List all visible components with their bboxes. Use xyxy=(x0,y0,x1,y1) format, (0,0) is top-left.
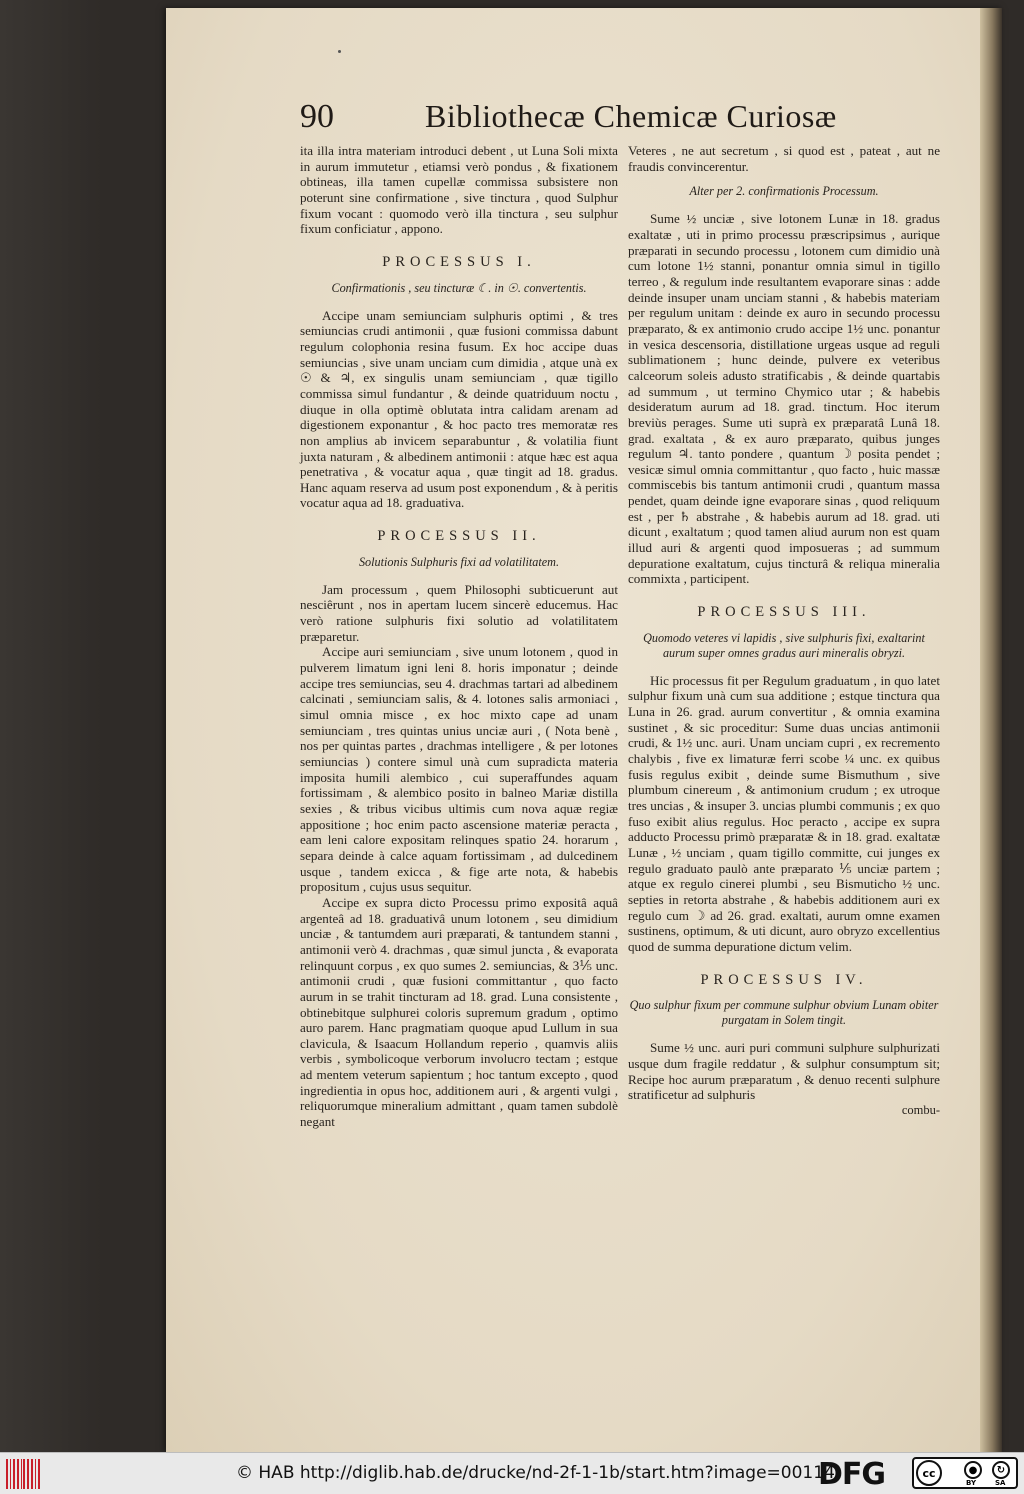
viewer-footer xyxy=(0,1452,1024,1494)
left-column xyxy=(300,143,618,1130)
intro-paragraph: ita illa intra materiam introduci debent , ut Luna Soli mixta in aurum immutetur , etiamsi verò pondus , & fixationem obtineas, illa tamen cupellæ commissa subsistere non poterunt sine confirmatione , sive tinctura , quod Sulphur fixum vocant : quomodo verò illa tinctura , seu sulphur fixum conficiatur , appono. xyxy=(300,143,618,237)
license-sa-label: SA xyxy=(995,1479,1006,1487)
processus-3-heading: PROCESSUS III. xyxy=(697,604,871,621)
attribution-link[interactable]: © HAB http://diglib.hab.de/drucke/nd-2f-1-1b/start.htm?image=00114 xyxy=(236,1463,835,1483)
page-number: 90 xyxy=(300,98,334,135)
alter-text: Sume ½ unciæ , sive lotonem Lunæ in 18. gradus exaltatæ , uti in primo processu præscripsimus , aurique præparati in secundo processu , lotonem cum dimidio unà cum lotone 1½ stanni, ponantur omnia simul in tigillo terreo , & regulum inde resultantem evaporare sinas : adde deinde insuper unam unciam stanni , & habebis materiam per regulum unitam : deinde ex auro in secundo processu præparato, & ex antimonio crudo accipe 1½ unc. ponantur in vesica descensoria, distillatione urgeas usque ad reguli sublimationem ; hunc deinde, pulvere ex veteribus calceorum soleis adusto stratificabis , & deinde quartabis ad summum , ut termino Chymico utar ; & habebis desideratum aurum ad 18. grad. tinctum. Hoc iterum breviùs perages. Sume uti suprà ex præparatâ Lunâ 18. grad. exaltata , & ex auro præparato, quibus junges regulum ♃. tanto pondere , quantum ☽ posita pendet ; vesicæ simul omnia committantur , quo facto , huic massæ commiscebis bis tantum antimonii crudi , quantum massa pendet, quam deinde igne evaporare sinas , quod reliquum est , per ♄ abstrahe , & habebis aurum ad 18. grad. uti dicunt , exaltatum ; quod tamen aliud aurum non est quam illud auri & argenti quod imposueras ; ad summum depuratione exaltatum, cujus tincturâ & reliqua mineralia commixta , participent. xyxy=(628,211,940,587)
right-column xyxy=(628,143,940,1118)
catchword: combu- xyxy=(901,1102,940,1117)
share-alike-icon: ↻ xyxy=(992,1461,1010,1479)
book-title: Bibliothecæ Chemicæ Curiosæ xyxy=(425,98,837,134)
creative-commons-icon: cc xyxy=(916,1460,942,1486)
cc-license-badge[interactable] xyxy=(912,1457,1018,1489)
processus-2-heading: PROCESSUS II. xyxy=(377,528,541,545)
license-by-label: BY xyxy=(966,1479,977,1487)
running-head xyxy=(300,98,950,142)
ink-fleck xyxy=(338,50,341,53)
processus-2-paragraph-3: Accipe ex supra dicto Processu primo expositâ aquâ argenteâ ad 18. graduativâ unum lotonem , seu dimidium unciæ , & tantumdem auri præparati, & tantundem stanni , antimonii verò 4. drachmas , quæ simul juncta , & evaporata relinquunt corpus , ex quo sumes 2. semiuncias, & 3⅕ unc. antimonii crudi , quæ fusioni committantur , quo facto aurum in se trahit tincturam ad 18. grad. Luna consistente , obtinebitque sulphurei coloris supremum gradum , optimo auro parem. Hanc pragmatiam quoque apud Lullum in sua clavicula, & Isaacum Hollandum reperio , quamvis aliis verbis , symbolicoque verborum involucro tectam ; estque ad mentem veterum sapientum ; hoc tantum excepto , quod ingredientia in opus hoc, additionem auri , & argenti vulgi , reliquorumque mineralium admittant , quam tamen subdolè negant xyxy=(300,894,618,1130)
dfg-logo[interactable]: DFG xyxy=(818,1457,886,1492)
alter-subheading: Alter per 2. confirmationis Processum. xyxy=(689,184,879,199)
barcode-icon xyxy=(6,1459,40,1489)
processus-1-text: Accipe unam semiunciam sulphuris optimi , & tres semiuncias crudi antimonii , quæ fusioni commissa dabunt regulum colophonia resina fusum. Ex hoc accipe duas semiuncias , sive unam unciam cum dimidia , atque unà ex ☉ & ♃, ex singulis unam semiunciam , quæ tigillo commissa simul fundantur , & deinde quatriduum noctu , diuque in olla optimè oblutata intra calidam arenam ad digestionem exponantur , & hoc pacto tres memoratæ res non amplius ab invicem separabuntur , & volatilia fiunt juxta naturam , & albedinem antimonii : atque hæc est aqua penetrativa , & vocatur aqua , quæ tingit ad 18. gradus. Hanc aquam reserva ad usum post exponendum , & à peritis vocatur aqua ad 18. graduativa. xyxy=(300,307,618,511)
processus-2-paragraph-1: Jam processum , quem Philosophi subticuerunt aut nesciêrunt , nos in apertam lucem sincerè educemus. Hac verò ratione sulphuris fixi solutio ad volatilitatem præparetur. xyxy=(300,581,618,644)
processus-1-subheading: Confirmationis , seu tincturæ ☾. in ☉. convertentis. xyxy=(331,280,587,295)
processus-4-text: Sume ½ unc. auri puri communi sulphure sulphurizati usque dum fragile reddatur , & sulphur consumptum sit; Recipe hoc aurum præparatum , & denuo recenti sulphure stratificetur ad sulphuris xyxy=(628,1040,940,1103)
attribution-person-icon: ● xyxy=(964,1461,982,1479)
continuation-paragraph: Veteres , ne aut secretum , si quod est , pateat , aut ne fraudis convincerentur. xyxy=(628,143,940,174)
processus-2-subheading: Solutionis Sulphuris fixi ad volatilitatem. xyxy=(358,554,560,569)
processus-4-subheading: Quo sulphur fixum per commune sulphur obvium Lunam obiter purgatam in Solem tingit. xyxy=(629,998,939,1028)
processus-3-text: Hic processus fit per Regulum graduatum , in quo latet sulphur fixum unà cum sua additione ; estque tinctura qua Luna in 26. grad. aurum convertitur , & omnia examina sustinet , & sic proceditur: Sume duas uncias antimonii crudi, & 1½ unc. auri. Unam unciam cupri , ex recremento chalybis , five ex limaturæ ferri scobe ¼ unc. ex quibus fusis regulus exibit , deinde sume Bismuthum , sive plumbum cinereum , & antimonium crudum ; ex utroque tres uncias , & insuper 3. uncias plumbi communis ; ex quo fuso exibit alius regulus. Hoc peracto , accipe ex supra adducto Processu primò præparatæ & in 18. grad. exaltatæ Lunæ , ½ unciam , quam tigillo committe, cui junges ex regulo graduato paulò ante præparato ⅕ unciæ partem ; atque ex regulo cinerei plumbi , seu Bismuticho ½ unc. septies in retorta abstrahe , & habebis additionem auri ex regulo cum ☽ ad 26. grad. exaltati, aurum omne examen sustinens, optimum, & uti dicunt, auro obryzo excellentius quod de summa depuratione dictum velim. xyxy=(628,672,940,954)
processus-4-heading: PROCESSUS IV. xyxy=(700,971,868,988)
processus-3-subheading: Quomodo veteres vi lapidis , sive sulphuris fixi, exaltarint aurum super omnes gradus auri mineralis obryzi. xyxy=(643,630,925,660)
processus-2-paragraph-2: Accipe auri semiunciam , sive unum lotonem , quod in pulverem limatum igni leni 8. horis imponatur ; deinde accipe tres semiuncias, seu 4. drachmas tartari ad albedinem calcinati , semiunciam salis, & 4. lotones salis armoniaci , simul omnia misce , ex hoc mixto cape ad unam semiunciam , tres quintas unius unciæ auri , ( Nota benè , nos per quintas partes , drachmas intelligere , & per lotones semiuncias ) contere simul unà cum supradicta materia imposita humili alembico , cui superaffundes aquam fortissimam , & alembico posito in balneo Mariæ distilla sexies , & tribus vicibus ultimis cum nova aquæ regiæ appositione ; hoc enim pacto ascensione materiæ peracta , eam leni calore expositam relinques spatio 24. horarum , separa deinde à calce aquam fortissimam , ad dulcedinem usque , tandem exicca , & fige arte nota, & habebis propositum , cujus usus sequitur. xyxy=(300,644,618,895)
processus-1-heading: PROCESSUS I. xyxy=(382,253,536,270)
scanned-page xyxy=(166,8,1002,1452)
page-gutter xyxy=(980,8,1002,1452)
